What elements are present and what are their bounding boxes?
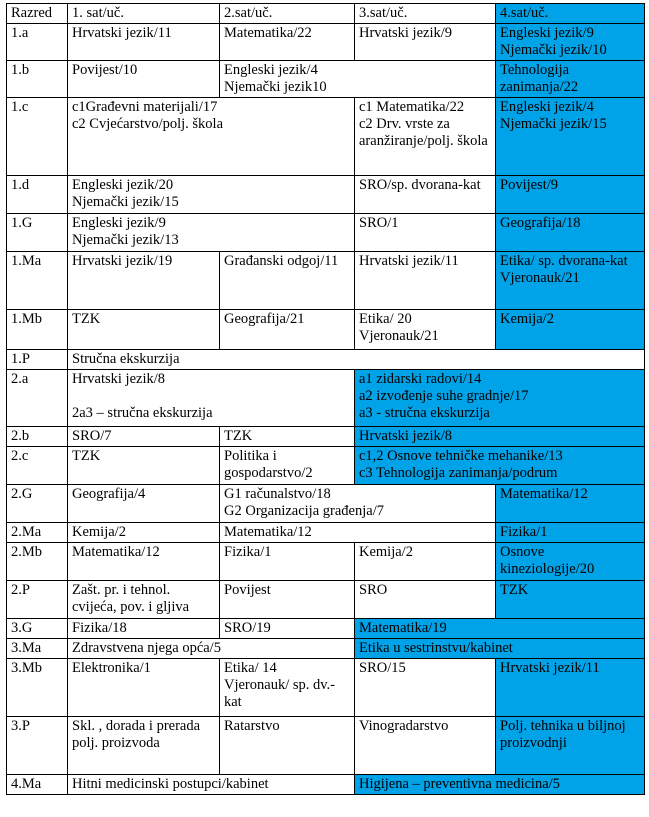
period-cell: Povijest	[220, 581, 355, 619]
period-cell: c1,2 Osnove tehničke mehanike/13 c3 Tehnologija zanimanja/podrum	[355, 447, 645, 485]
period-cell: Fizika/1	[220, 543, 355, 581]
class-cell: 2.a	[7, 370, 68, 427]
class-cell: 2.b	[7, 427, 68, 447]
header-sat-3: 3.sat/uč.	[355, 4, 496, 24]
period-cell: Građanski odgoj/11	[220, 252, 355, 310]
period-cell: Zdravstvena njega opća/5	[68, 639, 355, 659]
period-cell: Geografija/4	[68, 485, 220, 523]
table-row	[7, 176, 645, 214]
period-cell: Matematika/22	[220, 24, 355, 61]
header-sat-4: 4.sat/uč.	[496, 4, 645, 24]
table-row	[7, 350, 645, 370]
period-cell: Engleski jezik/9 Njemački jezik/13	[68, 214, 355, 252]
period-cell: TZK	[68, 447, 220, 485]
table-row	[7, 485, 645, 523]
class-cell: 4.Ma	[7, 775, 68, 795]
table-row	[7, 252, 645, 310]
class-cell: 3.Mb	[7, 659, 68, 717]
period-cell: Engleski jezik/20 Njemački jezik/15	[68, 176, 355, 214]
table-row	[7, 447, 645, 485]
table-row	[7, 639, 645, 659]
period-cell: Ratarstvo	[220, 717, 355, 775]
table-row	[7, 659, 645, 717]
period-cell: SRO/15	[355, 659, 496, 717]
table-row	[7, 427, 645, 447]
header-sat-1: 1. sat/uč.	[68, 4, 220, 24]
period-cell: Geografija/21	[220, 310, 355, 350]
period-cell: a1 zidarski radovi/14 a2 izvođenje suhe gradnje/17 a3 - stručna ekskurzija	[355, 370, 645, 427]
period-cell: SRO/7	[68, 427, 220, 447]
class-cell: 1.P	[7, 350, 68, 370]
period-cell: Engleski jezik/9 Njemački jezik/10	[496, 24, 645, 61]
period-cell: Etika/ 20 Vjeronauk/21	[355, 310, 496, 350]
period-cell: Matematika/12	[496, 485, 645, 523]
table-row	[7, 61, 645, 98]
class-cell: 2.P	[7, 581, 68, 619]
period-cell: Elektronika/1	[68, 659, 220, 717]
table-row	[7, 581, 645, 619]
period-cell: Hitni medicinski postupci/kabinet	[68, 775, 355, 795]
period-cell: SRO/1	[355, 214, 496, 252]
period-cell: Fizika/18	[68, 619, 220, 639]
period-cell: Vinogradarstvo	[355, 717, 496, 775]
period-cell: Povijest/10	[68, 61, 220, 98]
period-cell: SRO/19	[220, 619, 355, 639]
schedule-table	[6, 3, 645, 795]
period-cell: Stručna ekskurzija	[68, 350, 645, 370]
class-cell: 1.Ma	[7, 252, 68, 310]
period-cell: Zašt. pr. i tehnol. cvijeća, pov. i gljiva	[68, 581, 220, 619]
table-row	[7, 619, 645, 639]
period-cell: Hrvatski jezik/9	[355, 24, 496, 61]
period-cell: Kemija/2	[68, 523, 220, 543]
class-cell: 3.G	[7, 619, 68, 639]
table-row	[7, 310, 645, 350]
period-cell: Kemija/2	[355, 543, 496, 581]
class-cell: 2.Ma	[7, 523, 68, 543]
period-cell: c1 Matematika/22 c2 Drv. vrste za aranžiranje/polj. škola	[355, 98, 496, 176]
table-row	[7, 543, 645, 581]
period-cell: Hrvatski jezik/11	[68, 24, 220, 61]
period-cell: Etika/ 14 Vjeronauk/ sp. dv.-kat	[220, 659, 355, 717]
class-cell: 2.c	[7, 447, 68, 485]
class-cell: 2.G	[7, 485, 68, 523]
period-cell: c1Građevni materijali/17 c2 Cvjećarstvo/polj. škola	[68, 98, 355, 176]
period-cell: Engleski jezik/4 Njemački jezik10	[220, 61, 496, 98]
period-cell: Hrvatski jezik/19	[68, 252, 220, 310]
period-cell: Geografija/18	[496, 214, 645, 252]
table-row	[7, 523, 645, 543]
period-cell: Etika u sestrinstvu/kabinet	[355, 639, 645, 659]
table-body	[7, 24, 645, 795]
class-cell: 1.G	[7, 214, 68, 252]
period-cell: Tehnologija zanimanja/22	[496, 61, 645, 98]
class-cell: 3.P	[7, 717, 68, 775]
class-cell: 1.a	[7, 24, 68, 61]
period-cell: Hrvatski jezik/11	[355, 252, 496, 310]
table-row	[7, 370, 645, 427]
period-cell: SRO	[355, 581, 496, 619]
period-cell: Osnove kineziologije/20	[496, 543, 645, 581]
period-cell: Engleski jezik/4 Njemački jezik/15	[496, 98, 645, 176]
table-row	[7, 717, 645, 775]
class-cell: 2.Mb	[7, 543, 68, 581]
period-cell: TZK	[68, 310, 220, 350]
period-cell: Hrvatski jezik/8 2a3 – stručna ekskurzija	[68, 370, 355, 427]
period-cell: Hrvatski jezik/8	[355, 427, 645, 447]
period-cell: Hrvatski jezik/11	[496, 659, 645, 717]
header-sat-2: 2.sat/uč.	[220, 4, 355, 24]
table-row	[7, 214, 645, 252]
period-cell: Skl. , dorada i prerada polj. proizvoda	[68, 717, 220, 775]
period-cell: SRO/sp. dvorana-kat	[355, 176, 496, 214]
class-cell: 1.d	[7, 176, 68, 214]
period-cell: TZK	[220, 427, 355, 447]
period-cell: Polj. tehnika u biljnoj proizvodnji	[496, 717, 645, 775]
class-cell: 1.Mb	[7, 310, 68, 350]
period-cell: Etika/ sp. dvorana-kat Vjeronauk/21	[496, 252, 645, 310]
period-cell: Higijena – preventivna medicina/5	[355, 775, 645, 795]
period-cell: Fizika/1	[496, 523, 645, 543]
period-cell: TZK	[496, 581, 645, 619]
table-row	[7, 24, 645, 61]
period-cell: Povijest/9	[496, 176, 645, 214]
period-cell: Matematika/19	[355, 619, 645, 639]
header-row	[7, 4, 645, 24]
period-cell: Politika i gospodarstvo/2	[220, 447, 355, 485]
table-row	[7, 98, 645, 176]
class-cell: 1.c	[7, 98, 68, 176]
table-row	[7, 775, 645, 795]
period-cell: Kemija/2	[496, 310, 645, 350]
period-cell: Matematika/12	[220, 523, 496, 543]
class-cell: 1.b	[7, 61, 68, 98]
period-cell: Matematika/12	[68, 543, 220, 581]
period-cell: G1 računalstvo/18 G2 Organizacija građenja/7	[220, 485, 496, 523]
header-razred: Razred	[7, 4, 68, 24]
class-cell: 3.Ma	[7, 639, 68, 659]
